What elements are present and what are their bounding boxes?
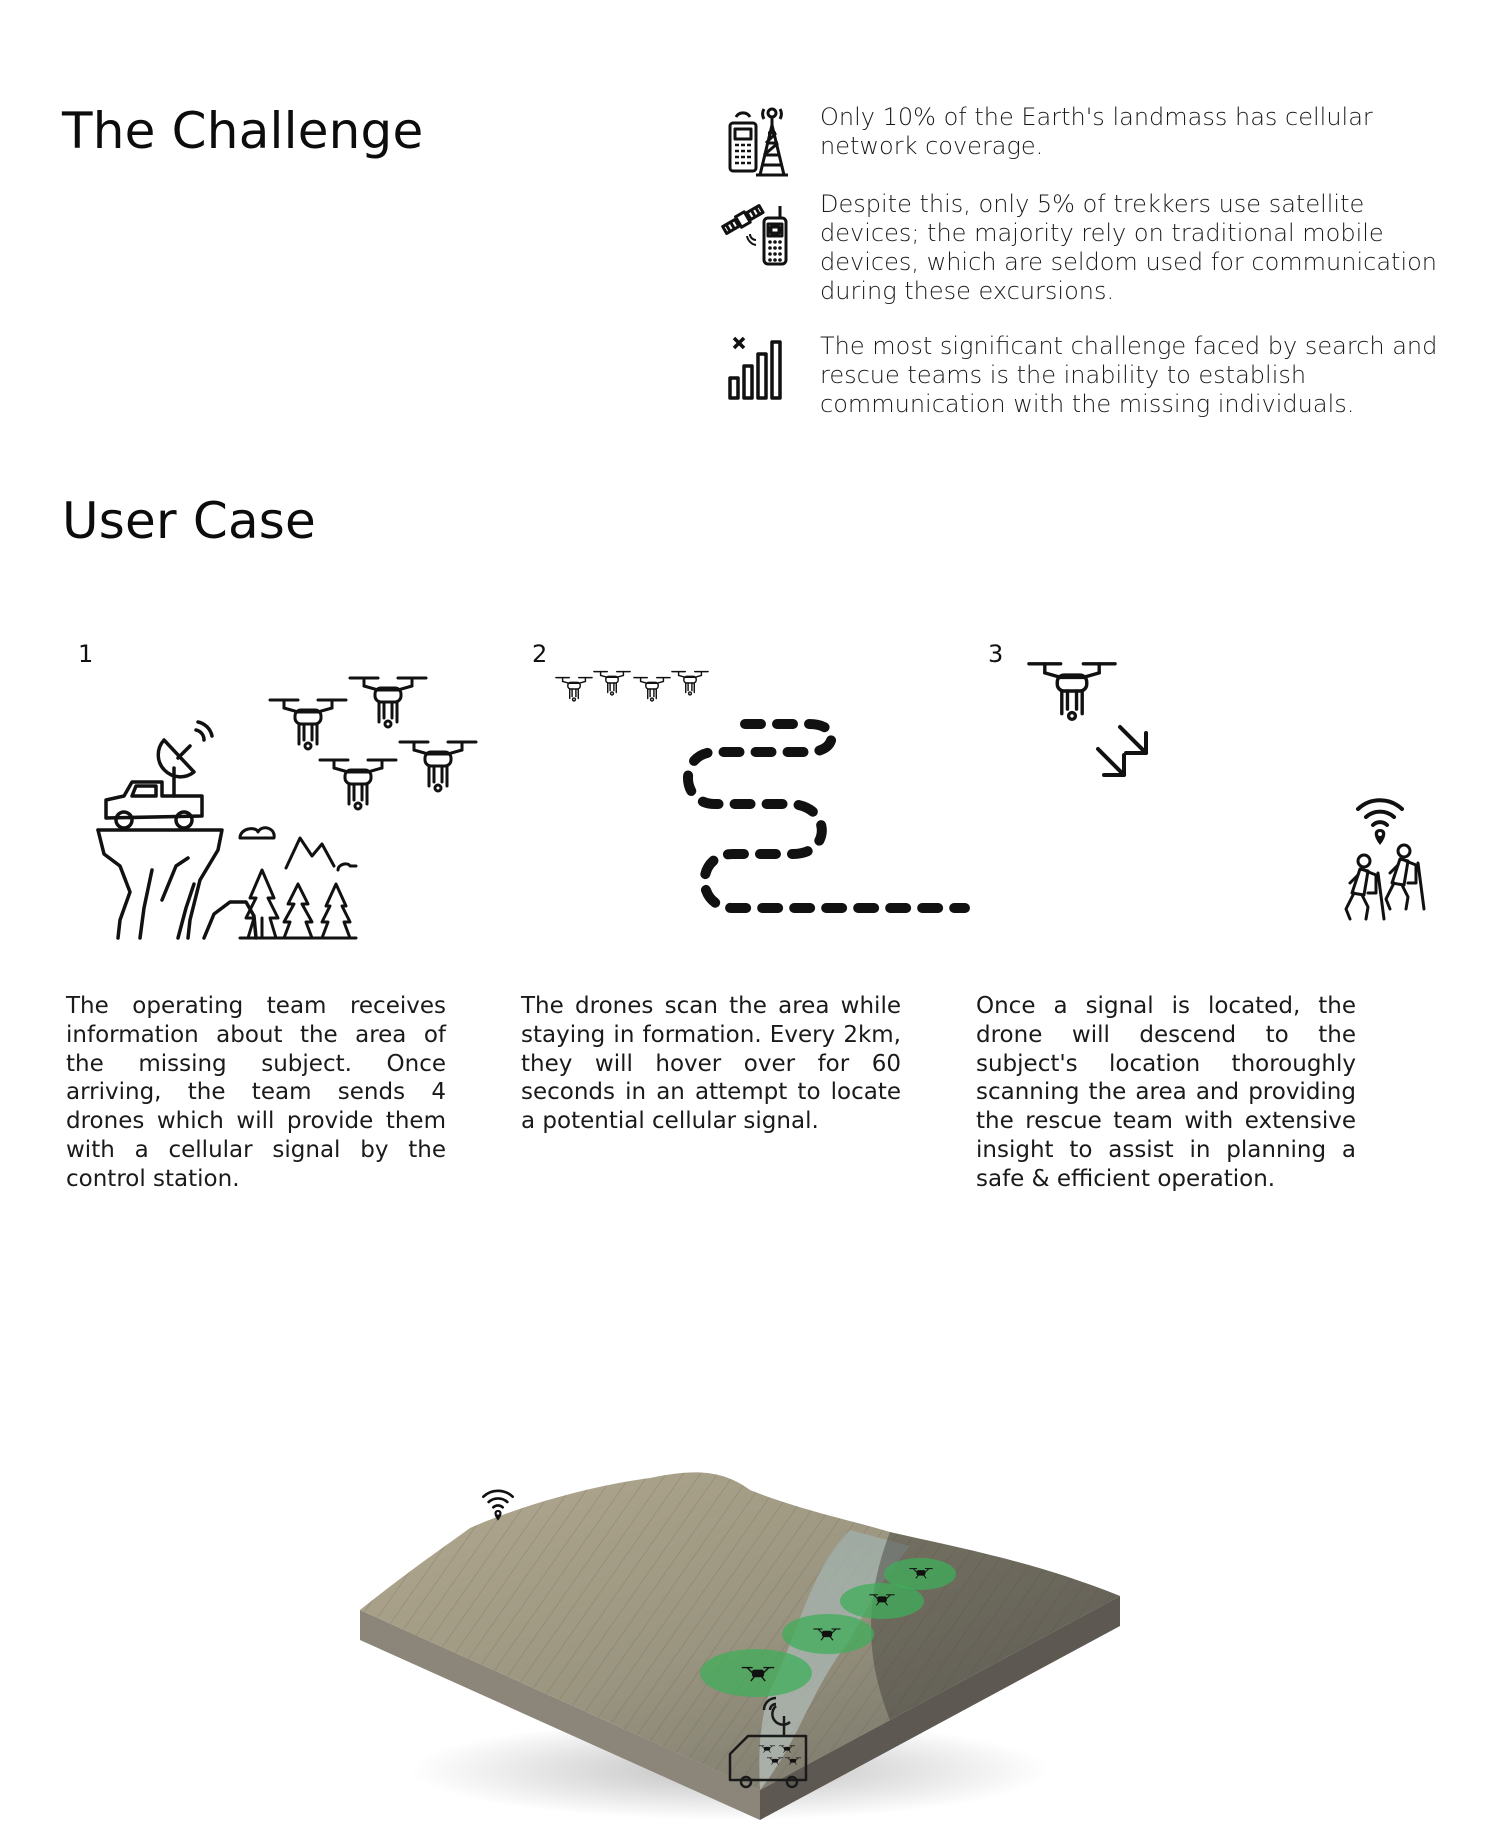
drone-icon (400, 742, 476, 791)
step-description: Once a signal is located, the drone will descend to the subject's location thoroughly scanning the area and providing the rescue team with extensive insight to assist in planning a safe & efficient operation. (976, 993, 1356, 1192)
step-number: 1 (78, 640, 94, 668)
flight-path (688, 724, 965, 908)
cliff-icon (98, 830, 256, 938)
fact-item (720, 332, 1440, 432)
step-number: 2 (532, 640, 548, 668)
fact-item (720, 103, 1440, 203)
step-2-illustration (555, 660, 975, 940)
cell-tower-phone-icon (720, 103, 800, 183)
drone-icon (634, 678, 670, 701)
fact-text: Despite this, only 5% of trekkers use satellite devices; the majority rely on traditional mobile devices, which are seldom used for communication during these excursions. (820, 190, 1438, 305)
drone-icon (594, 672, 630, 695)
trees-icon (240, 828, 356, 938)
descend-arrows-icon (1098, 727, 1146, 775)
satellite-phone-icon (720, 190, 800, 270)
step-description: The drones scan the area while staying in formation. Every 2km, they will hover over for 60 seconds in an attempt to locate a potential cellular signal. (521, 993, 901, 1135)
drone-icon (270, 700, 346, 749)
fact-text: The most significant challenge faced by search and rescue teams is the inability to establish communication with the missing individuals. (820, 332, 1438, 418)
drone-icon (350, 678, 426, 727)
challenge-heading: The Challenge (62, 102, 424, 160)
drone-icon (1029, 664, 1115, 720)
hiker-icon (1346, 855, 1384, 919)
fact-item (720, 190, 1440, 305)
truck-icon (106, 722, 212, 828)
step-1-illustration (90, 670, 490, 950)
drone-icon (320, 760, 396, 809)
hiker-icon (1386, 845, 1424, 909)
terrain-map (330, 1270, 1130, 1830)
fact-text: Only 10% of the Earth's landmass has cellular network coverage. (820, 103, 1373, 160)
drone-icon (556, 678, 592, 701)
step-number: 3 (988, 640, 1004, 668)
no-signal-icon (720, 332, 800, 412)
step-description: The operating team receives information about the area of the missing subject. Once arriving, the team sends 4 drones which will provide them with a cellular signal by the control station. (66, 993, 446, 1192)
signal-pin-icon (1358, 800, 1402, 845)
drone-icon (672, 672, 708, 695)
step-3-illustration (1020, 655, 1460, 945)
user-case-heading: User Case (62, 492, 317, 550)
